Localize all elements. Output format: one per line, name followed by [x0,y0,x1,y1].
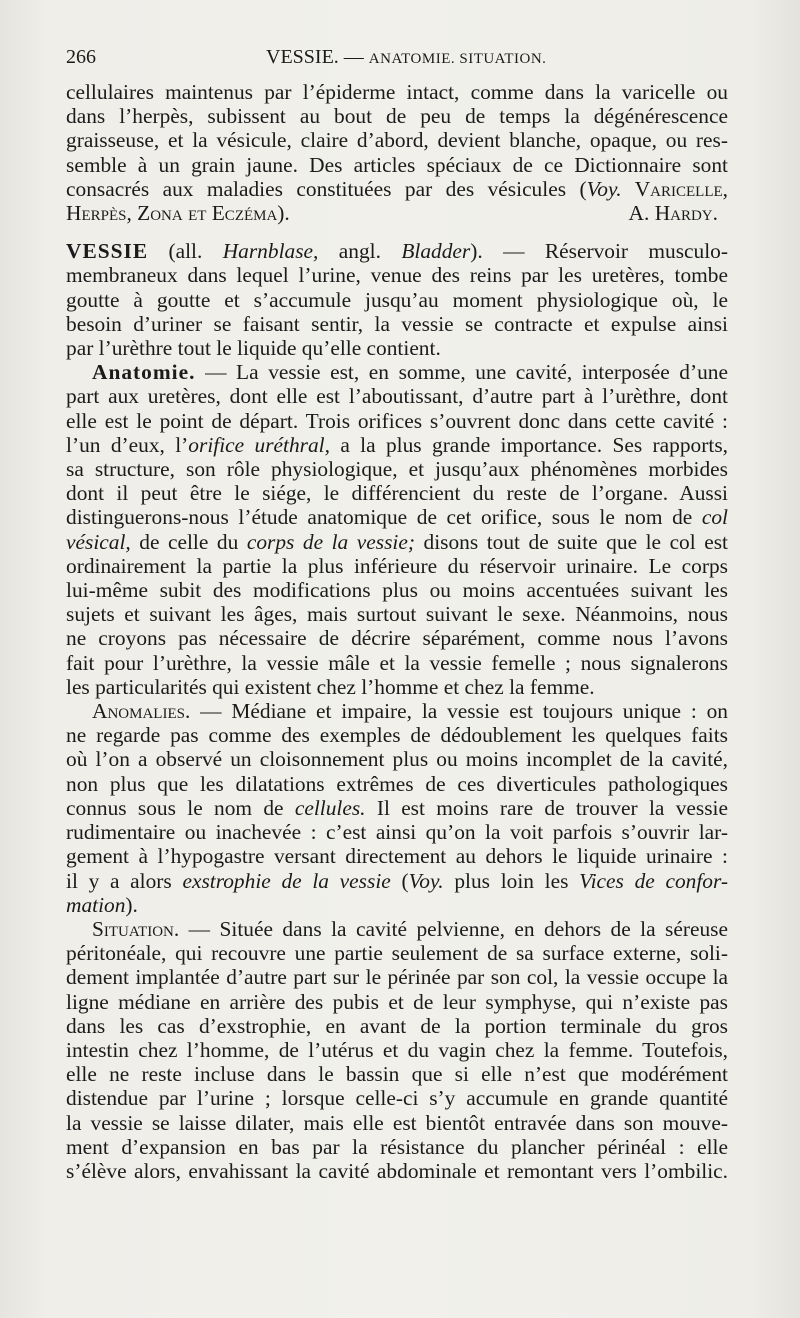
english-term: Bladder [401,239,471,264]
text-line [66,201,728,225]
section-heading-line [66,917,728,941]
text-line: où l’on a observé un cloisonnement plus ou moins incomplet de la cavité, [66,747,728,772]
text-run: angl. [318,239,402,264]
text-run: l’un d’eux, l’ [66,432,189,457]
text-run: il y a alors [66,868,183,893]
text-line: intestin chez l’homme, de l’utérus et du vagin chez la femme. Toutefois, [66,1037,728,1062]
text-line: sa structure, son rôle physiologique, et jusqu’aux phénomènes morbides [66,457,728,482]
text-line: cellulaires maintenus par l’épiderme intact, comme dans la varicelle ou [66,80,728,104]
text-line: rudimentaire ou inachevée : c’est ainsi qu’on la voit parfois s’ouvrir lar- [66,820,728,845]
cross-reference: Varicelle, [621,176,728,201]
text-line: la vessie se laisse dilater, mais elle est bientôt entravée dans son mouve- [66,1110,728,1135]
text-run: consacrés aux maladies constituées par des vésicules ( [66,176,587,201]
cross-reference: Vices de confor- [579,868,728,893]
section-heading-line [66,699,728,723]
text-run: plus loin les [443,868,580,893]
text-run: ( [390,868,409,893]
text-run: connus sous le nom de [66,795,295,820]
entry-heading-line [66,239,728,263]
text-line: sujets et suivant les âges, mais surtout suivant le sexe. Néanmoins, nous [66,602,728,627]
text-line: membraneux dans lequel l’urine, venue des reins par les uretères, tombe [66,263,728,288]
text-line: ment d’expansion en bas par la résistance du plancher périnéal : elle [66,1134,728,1159]
running-header [66,46,728,76]
text-run: ). [125,892,138,917]
italic-term: col [701,505,728,530]
text-line: dans l’herpès, subissent au bout de peu de temps la dégénérescence [66,104,728,129]
text-line: non plus que les dilatations extrêmes de ces diverticules pathologiques [66,771,728,796]
text-line: elle est le point de départ. Trois orifices s’ouvrent donc dans cette cavité : [66,408,728,433]
text-line: besoin d’uriner se faisant sentir, la vessie se contracte et expulse ainsi [66,311,728,336]
text-line: lui-même subit des modifications plus ou moins accentuées suivant les [66,578,728,603]
running-title-dash: — [343,46,364,68]
text-line: s’élève alors, envahissant la cavité abdominale et remontant vers l’ombilic. [66,1158,728,1183]
text-line: dans les cas d’exstrophie, en avant de la portion terminale du gros [66,1013,728,1038]
text-line [66,796,728,820]
voy-reference: Voy. [586,176,622,201]
text-run: Il est moins rare de trouver la vessie [365,795,728,820]
article-text [66,80,728,1183]
text-line [66,530,728,554]
cross-reference: Herpès, Zona et Eczéma). [66,201,290,226]
text-line: péritonéale, qui recouvre une partie seulement de sa surface externe, soli- [66,941,728,966]
text-run: — Médiane et impaire, la vessie est toujours unique : on [190,699,728,724]
italic-term: exstrophie de la vessie [182,868,391,893]
text-line [66,177,728,201]
text-run: de celle du [130,529,247,554]
text-run: — Située dans la cavité pelvienne, en dehors de la séreuse [179,916,728,941]
text-line [66,869,728,893]
text-line: part aux uretères, dont elle est l’aboutissant, d’autre part à l’urèthre, dont [66,384,728,409]
section-title-situation: Situation. [92,916,180,941]
text-line [66,893,728,917]
author-signature: A. Hardy. [628,201,718,226]
cross-reference: mation [66,892,126,917]
entry-headword: VESSIE [66,239,149,264]
italic-term: cellules. [294,795,366,820]
text-run: disons tout de suite que le col est [414,529,728,554]
section-title-anatomie: Anatomie. [92,360,196,385]
voy-reference: Voy. [408,868,444,893]
text-line: semble à un grain jaune. Des articles spéciaux de ce Dictionnaire sont [66,152,728,177]
text-run: — La vessie est, en somme, une cavité, interposée d’une [195,360,728,385]
text-line: ligne médiane en arrière des pubis et de leur symphyse, qui n’existe pas [66,989,728,1014]
text-run: distinguerons-nous l’étude anatomique de cet orifice, sous le nom de [66,505,702,530]
text-line: les particularités qui existent chez l’homme et chez la femme. [66,674,595,699]
running-title-main: VESSIE. [266,46,339,68]
text-line: graisseuse, et la vésicule, claire d’abord, devient blanche, opaque, ou res- [66,128,728,153]
text-line: fait pour l’urèthre, la vessie mâle et la vessie femelle ; nous signalerons [66,650,728,675]
text-run: ). — Réservoir musculo- [470,239,728,264]
text-line: gement à l’hypogastre versant directement au dehors le liquide urinaire : [66,844,728,869]
text-line: distendue par l’urine ; lorsque celle-ci s’y accumule en grande quantité [66,1086,728,1111]
text-run: (all. [148,239,223,264]
text-line: dont il peut être le siége, le différencient du reste de l’organe. Aussi [66,481,728,506]
section-title-anomalies: Anomalies. [92,699,191,724]
section-heading-line [66,360,728,384]
running-title [266,46,546,69]
text-line: ne croyons pas nécessaire de décrire séparément, comme nous l’avons [66,626,728,651]
text-line: goutte à goutte et s’accumule jusqu’au moment physiologique où, le [66,287,728,312]
german-term: Harnblase, [222,239,319,264]
text-line: dement implantée d’autre part sur le périnée par son col, la vessie occupe la [66,965,728,990]
running-title-sub: ANATOMIE. SITUATION. [368,51,547,67]
text-line: ordinairement la partie la plus inférieure du réservoir urinaire. Le corps [66,553,728,578]
page-number: 266 [66,46,96,68]
section-gap [66,225,728,239]
text-line: par l’urèthre tout le liquide qu’elle contient. [66,336,441,361]
text-line [66,505,728,529]
text-line: elle ne reste incluse dans le bassin que si elle n’est que modérément [66,1062,728,1087]
text-line [66,433,728,457]
text-line: ne regarde pas comme des exemples de dédoublement les quelques faits [66,723,728,748]
italic-term: corps de la vessie; [246,529,415,554]
italic-term: orifice uréthral, [188,432,330,457]
text-run: a la plus grande importance. Ses rapports, [329,432,728,457]
italic-term: vésical, [66,529,131,554]
